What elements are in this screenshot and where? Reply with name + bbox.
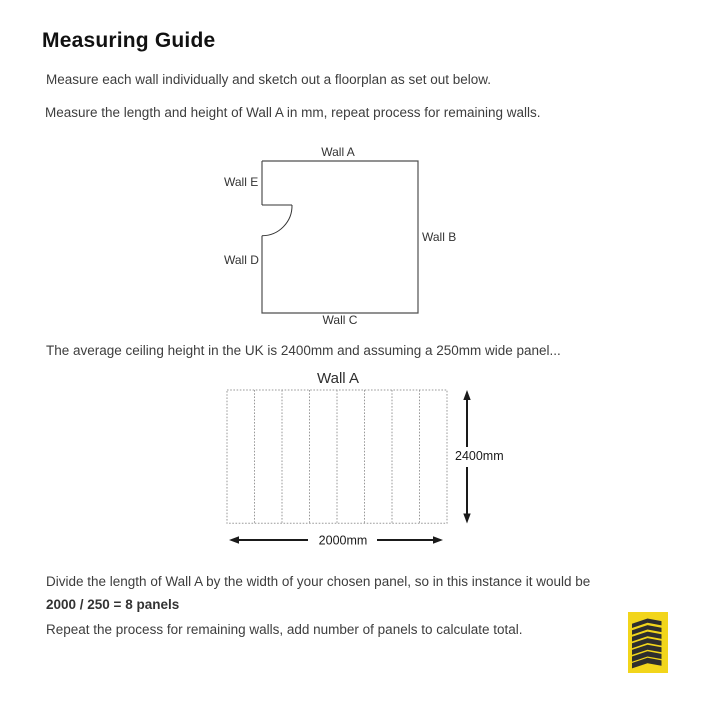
width-dimension-label: 2000mm [318, 533, 368, 548]
panel-diagram [210, 363, 510, 563]
stacked-panels-logo [628, 612, 668, 673]
intro-paragraph: Measure each wall individually and sketch out a floorplan as set out below. [46, 72, 492, 87]
arrow-up-icon [463, 390, 470, 400]
panel-dividers [255, 390, 420, 523]
floorplan-diagram [210, 143, 460, 338]
divide-length-paragraph: Divide the length of Wall A by the width of your chosen panel, so in this instance it would be [46, 574, 591, 589]
wall-b-label: Wall B [422, 230, 457, 244]
measure-walls-paragraph: Measure the length and height of Wall A in mm, repeat process for remaining walls. [45, 105, 541, 120]
ceiling-height-paragraph: The average ceiling height in the UK is 2400mm and assuming a 250mm wide panel... [46, 343, 561, 358]
repeat-process-paragraph: Repeat the process for remaining walls, add number of panels to calculate total. [46, 622, 523, 637]
height-dimension-label: 2400mm [455, 449, 504, 463]
door-swing-arc [262, 205, 292, 236]
arrow-right-icon [433, 536, 443, 543]
calculation-line: 2000 / 250 = 8 panels [46, 597, 180, 612]
page-title [42, 29, 215, 53]
arrow-down-icon [463, 514, 470, 524]
panel-diagram-title: Wall A [317, 370, 359, 387]
wall-e-label: Wall E [224, 175, 259, 189]
floorplan-walls-outline [262, 161, 418, 313]
arrow-left-icon [229, 536, 239, 543]
wall-d-label: Wall D [224, 253, 259, 267]
wall-a-label: Wall A [321, 145, 355, 159]
wall-c-label: Wall C [322, 313, 358, 327]
page-title-text: Measuring Guide [42, 29, 216, 52]
